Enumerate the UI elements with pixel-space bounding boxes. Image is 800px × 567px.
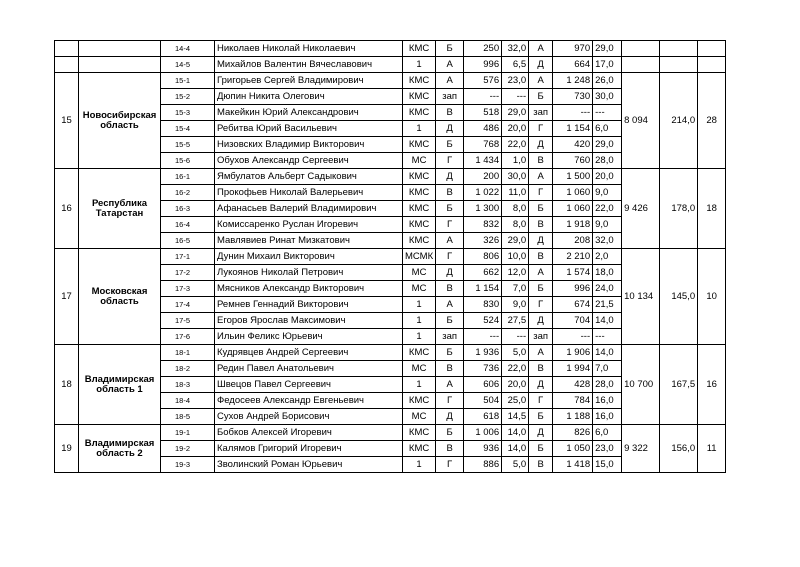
stage2-points: 15,0 bbox=[593, 457, 622, 473]
stage2-result: 1 248 bbox=[553, 73, 593, 89]
athlete-code: 18-2 bbox=[161, 361, 215, 377]
athlete-rank: КМС bbox=[403, 41, 436, 57]
athlete-code: 15-4 bbox=[161, 121, 215, 137]
athlete-rank: МС bbox=[403, 153, 436, 169]
stage1-result: 200 bbox=[464, 169, 502, 185]
stage-category: зап bbox=[436, 329, 464, 345]
team-sum-cell bbox=[622, 41, 660, 57]
stage2-category: Б bbox=[529, 89, 553, 105]
stage1-result: 1 300 bbox=[464, 201, 502, 217]
stage2-category: Г bbox=[529, 185, 553, 201]
stage1-points: 9,0 bbox=[502, 297, 529, 313]
athlete-name: Редин Павел Анатольевич bbox=[215, 361, 403, 377]
stage2-category: А bbox=[529, 73, 553, 89]
athlete-name: Афанасьев Валерий Владимирович bbox=[215, 201, 403, 217]
stage2-category: В bbox=[529, 153, 553, 169]
stage-category: Д bbox=[436, 121, 464, 137]
stage-category: А bbox=[436, 297, 464, 313]
stage1-points: 23,0 bbox=[502, 73, 529, 89]
stage1-points: 29,0 bbox=[502, 233, 529, 249]
athlete-name: Дюпин Никита Олегович bbox=[215, 89, 403, 105]
athlete-code: 18-1 bbox=[161, 345, 215, 361]
team-sum: 10 134 bbox=[622, 249, 660, 345]
athlete-rank: КМС bbox=[403, 441, 436, 457]
stage2-result: 1 050 bbox=[553, 441, 593, 457]
stage1-result: 1 022 bbox=[464, 185, 502, 201]
athlete-name: Обухов Александр Сергеевич bbox=[215, 153, 403, 169]
stage1-points: 14,5 bbox=[502, 409, 529, 425]
stage2-result: 730 bbox=[553, 89, 593, 105]
team-points-cell bbox=[660, 41, 698, 57]
athlete-code: 15-5 bbox=[161, 137, 215, 153]
stage2-result: --- bbox=[553, 329, 593, 345]
stage2-points: 14,0 bbox=[593, 313, 622, 329]
stage1-points: 1,0 bbox=[502, 153, 529, 169]
stage1-result: 1 434 bbox=[464, 153, 502, 169]
stage1-result: 1 936 bbox=[464, 345, 502, 361]
stage1-points: 8,0 bbox=[502, 217, 529, 233]
stage1-points: 29,0 bbox=[502, 105, 529, 121]
athlete-name: Федосеев Александр Евгеньевич bbox=[215, 393, 403, 409]
team-name: Владимирская область 1 bbox=[79, 345, 161, 425]
team-number: 19 bbox=[55, 425, 79, 473]
stage1-points: --- bbox=[502, 89, 529, 105]
stage1-points: 12,0 bbox=[502, 265, 529, 281]
athlete-name: Кудрявцев Андрей Сергеевич bbox=[215, 345, 403, 361]
stage1-result: 1 006 bbox=[464, 425, 502, 441]
stage2-result: 704 bbox=[553, 313, 593, 329]
table-row bbox=[55, 169, 726, 185]
athlete-name: Макейкин Юрий Александрович bbox=[215, 105, 403, 121]
athlete-code: 17-5 bbox=[161, 313, 215, 329]
athlete-code: 15-3 bbox=[161, 105, 215, 121]
athlete-code: 17-2 bbox=[161, 265, 215, 281]
stage-category: Б bbox=[436, 425, 464, 441]
stage-category: В bbox=[436, 105, 464, 121]
athlete-rank: КМС bbox=[403, 105, 436, 121]
stage-category: Г bbox=[436, 217, 464, 233]
stage-category: Д bbox=[436, 409, 464, 425]
stage2-result: 2 210 bbox=[553, 249, 593, 265]
team-number: 17 bbox=[55, 249, 79, 345]
team-place: 28 bbox=[698, 73, 726, 169]
stage2-points: --- bbox=[593, 105, 622, 121]
team-sum: 9 322 bbox=[622, 425, 660, 473]
stage2-category: Б bbox=[529, 281, 553, 297]
athlete-code: 19-2 bbox=[161, 441, 215, 457]
team-points: 145,0 bbox=[660, 249, 698, 345]
stage-category: В bbox=[436, 281, 464, 297]
athlete-name: Калямов Григорий Игоревич bbox=[215, 441, 403, 457]
stage2-points: 18,0 bbox=[593, 265, 622, 281]
athlete-name: Сухов Андрей Борисович bbox=[215, 409, 403, 425]
stage2-result: 674 bbox=[553, 297, 593, 313]
stage-category: Г bbox=[436, 249, 464, 265]
stage2-result: 826 bbox=[553, 425, 593, 441]
team-place-cell bbox=[698, 41, 726, 57]
athlete-name: Прокофьев Николай Валерьевич bbox=[215, 185, 403, 201]
stage1-result: 576 bbox=[464, 73, 502, 89]
stage2-points: 28,0 bbox=[593, 377, 622, 393]
stage2-points: 14,0 bbox=[593, 345, 622, 361]
stage1-result: 606 bbox=[464, 377, 502, 393]
stage1-points: 14,0 bbox=[502, 441, 529, 457]
athlete-code: 19-1 bbox=[161, 425, 215, 441]
stage2-category: зап bbox=[529, 105, 553, 121]
athlete-code: 15-1 bbox=[161, 73, 215, 89]
stage1-result: 250 bbox=[464, 41, 502, 57]
athlete-rank: МС bbox=[403, 409, 436, 425]
stage1-points: 20,0 bbox=[502, 121, 529, 137]
athlete-code: 17-1 bbox=[161, 249, 215, 265]
team-name: Владимирская область 2 bbox=[79, 425, 161, 473]
stage1-result: 662 bbox=[464, 265, 502, 281]
stage2-category: В bbox=[529, 249, 553, 265]
stage2-result: 1 574 bbox=[553, 265, 593, 281]
stage-category: Б bbox=[436, 41, 464, 57]
athlete-code: 15-2 bbox=[161, 89, 215, 105]
stage2-result: 1 918 bbox=[553, 217, 593, 233]
table-row bbox=[55, 41, 726, 57]
stage2-category: Д bbox=[529, 137, 553, 153]
stage2-points: 7,0 bbox=[593, 361, 622, 377]
athlete-code: 14-5 bbox=[161, 57, 215, 73]
athlete-name: Николаев Николай Николаевич bbox=[215, 41, 403, 57]
stage2-points: 6,0 bbox=[593, 425, 622, 441]
team-points-cell bbox=[660, 57, 698, 73]
athlete-code: 17-4 bbox=[161, 297, 215, 313]
stage2-result: 784 bbox=[553, 393, 593, 409]
stage1-result: 1 154 bbox=[464, 281, 502, 297]
stage1-result: 830 bbox=[464, 297, 502, 313]
stage1-points: 25,0 bbox=[502, 393, 529, 409]
athlete-name: Бобков Алексей Игоревич bbox=[215, 425, 403, 441]
stage1-points: 5,0 bbox=[502, 457, 529, 473]
stage2-category: Б bbox=[529, 441, 553, 457]
athlete-rank: КМС bbox=[403, 425, 436, 441]
stage-category: В bbox=[436, 361, 464, 377]
athlete-code: 18-4 bbox=[161, 393, 215, 409]
stage2-points: --- bbox=[593, 329, 622, 345]
stage2-category: А bbox=[529, 41, 553, 57]
stage1-result: 886 bbox=[464, 457, 502, 473]
athlete-name: Ребитва Юрий Васильевич bbox=[215, 121, 403, 137]
stage1-points: 8,0 bbox=[502, 201, 529, 217]
stage1-result: 504 bbox=[464, 393, 502, 409]
stage2-points: 26,0 bbox=[593, 73, 622, 89]
stage2-result: 1 154 bbox=[553, 121, 593, 137]
stage2-category: Б bbox=[529, 201, 553, 217]
stage1-result: 736 bbox=[464, 361, 502, 377]
team-place: 18 bbox=[698, 169, 726, 249]
stage-category: Д bbox=[436, 169, 464, 185]
stage1-points: 6,5 bbox=[502, 57, 529, 73]
athlete-rank: КМС bbox=[403, 169, 436, 185]
stage1-points: 32,0 bbox=[502, 41, 529, 57]
athlete-name: Комиссаренко Руслан Игоревич bbox=[215, 217, 403, 233]
stage2-category: Д bbox=[529, 313, 553, 329]
stage-category: Б bbox=[436, 313, 464, 329]
stage2-result: 664 bbox=[553, 57, 593, 73]
stage-category: Д bbox=[436, 265, 464, 281]
stage2-result: 428 bbox=[553, 377, 593, 393]
team-name-cell bbox=[79, 57, 161, 73]
stage2-category: Г bbox=[529, 393, 553, 409]
athlete-rank: 1 bbox=[403, 457, 436, 473]
athlete-name: Дунин Михаил Викторович bbox=[215, 249, 403, 265]
stage2-category: В bbox=[529, 361, 553, 377]
stage1-result: 618 bbox=[464, 409, 502, 425]
athlete-name: Михайлов Валентин Вячеславович bbox=[215, 57, 403, 73]
stage1-result: 768 bbox=[464, 137, 502, 153]
stage2-result: 1 500 bbox=[553, 169, 593, 185]
stage-category: А bbox=[436, 377, 464, 393]
stage-category: Г bbox=[436, 153, 464, 169]
team-place: 10 bbox=[698, 249, 726, 345]
stage1-result: --- bbox=[464, 89, 502, 105]
stage1-points: 7,0 bbox=[502, 281, 529, 297]
stage1-points: 30,0 bbox=[502, 169, 529, 185]
athlete-name: Швецов Павел Сергеевич bbox=[215, 377, 403, 393]
athlete-rank: КМС bbox=[403, 201, 436, 217]
athlete-rank: КМС bbox=[403, 217, 436, 233]
team-name: Республика Татарстан bbox=[79, 169, 161, 249]
athlete-name: Мавлявиев Ринат Мизкатович bbox=[215, 233, 403, 249]
team-number: 15 bbox=[55, 73, 79, 169]
stage2-points: 23,0 bbox=[593, 441, 622, 457]
athlete-name: Ремнев Геннадий Викторович bbox=[215, 297, 403, 313]
stage2-points: 32,0 bbox=[593, 233, 622, 249]
athlete-code: 16-5 bbox=[161, 233, 215, 249]
stage2-category: А bbox=[529, 169, 553, 185]
stage1-result: 936 bbox=[464, 441, 502, 457]
athlete-rank: 1 bbox=[403, 121, 436, 137]
athlete-rank: КМС bbox=[403, 137, 436, 153]
athlete-code: 18-5 bbox=[161, 409, 215, 425]
stage-category: А bbox=[436, 57, 464, 73]
team-sum: 9 426 bbox=[622, 169, 660, 249]
stage2-category: зап bbox=[529, 329, 553, 345]
stage1-result: 326 bbox=[464, 233, 502, 249]
stage2-result: 208 bbox=[553, 233, 593, 249]
stage1-result: --- bbox=[464, 329, 502, 345]
stage2-points: 21,5 bbox=[593, 297, 622, 313]
team-place-cell bbox=[698, 57, 726, 73]
athlete-code: 16-2 bbox=[161, 185, 215, 201]
stage2-result: 1 060 bbox=[553, 185, 593, 201]
stage2-points: 2,0 bbox=[593, 249, 622, 265]
results-table bbox=[54, 40, 726, 473]
stage1-result: 518 bbox=[464, 105, 502, 121]
stage2-result: 760 bbox=[553, 153, 593, 169]
stage2-points: 17,0 bbox=[593, 57, 622, 73]
team-number: 16 bbox=[55, 169, 79, 249]
stage2-result: 1 418 bbox=[553, 457, 593, 473]
team-points: 156,0 bbox=[660, 425, 698, 473]
athlete-rank: КМС bbox=[403, 89, 436, 105]
athlete-rank: КМС bbox=[403, 233, 436, 249]
athlete-code: 16-1 bbox=[161, 169, 215, 185]
team-points: 178,0 bbox=[660, 169, 698, 249]
athlete-name: Зволинский Роман Юрьевич bbox=[215, 457, 403, 473]
stage2-result: 1 906 bbox=[553, 345, 593, 361]
stage2-result: 1 188 bbox=[553, 409, 593, 425]
stage2-result: --- bbox=[553, 105, 593, 121]
stage1-points: --- bbox=[502, 329, 529, 345]
athlete-code: 18-3 bbox=[161, 377, 215, 393]
athlete-rank: КМС bbox=[403, 185, 436, 201]
stage2-points: 28,0 bbox=[593, 153, 622, 169]
stage1-points: 14,0 bbox=[502, 425, 529, 441]
stage2-points: 30,0 bbox=[593, 89, 622, 105]
team-place: 16 bbox=[698, 345, 726, 425]
stage2-points: 9,0 bbox=[593, 185, 622, 201]
athlete-code: 16-3 bbox=[161, 201, 215, 217]
stage2-points: 16,0 bbox=[593, 409, 622, 425]
stage1-result: 832 bbox=[464, 217, 502, 233]
table-row bbox=[55, 425, 726, 441]
athlete-name: Григорьев Сергей Владимирович bbox=[215, 73, 403, 89]
stage-category: Б bbox=[436, 345, 464, 361]
stage2-category: Б bbox=[529, 409, 553, 425]
team-place: 11 bbox=[698, 425, 726, 473]
stage2-points: 22,0 bbox=[593, 201, 622, 217]
stage2-category: Д bbox=[529, 377, 553, 393]
team-number: 18 bbox=[55, 345, 79, 425]
athlete-rank: КМС bbox=[403, 345, 436, 361]
stage2-points: 20,0 bbox=[593, 169, 622, 185]
team-name: Московская область bbox=[79, 249, 161, 345]
athlete-code: 17-6 bbox=[161, 329, 215, 345]
athlete-name: Лукоянов Николай Петрович bbox=[215, 265, 403, 281]
athlete-rank: 1 bbox=[403, 313, 436, 329]
team-number-cell bbox=[55, 57, 79, 73]
stage2-result: 1 994 bbox=[553, 361, 593, 377]
athlete-name: Ильин Феликс Юрьевич bbox=[215, 329, 403, 345]
stage-category: Г bbox=[436, 457, 464, 473]
stage1-points: 22,0 bbox=[502, 361, 529, 377]
stage2-points: 29,0 bbox=[593, 137, 622, 153]
athlete-rank: МСМК bbox=[403, 249, 436, 265]
athlete-code: 19-3 bbox=[161, 457, 215, 473]
stage-category: А bbox=[436, 73, 464, 89]
athlete-rank: 1 bbox=[403, 377, 436, 393]
stage2-points: 24,0 bbox=[593, 281, 622, 297]
athlete-name: Низовских Владимир Викторович bbox=[215, 137, 403, 153]
stage2-category: Д bbox=[529, 57, 553, 73]
stage2-category: Д bbox=[529, 233, 553, 249]
athlete-code: 17-3 bbox=[161, 281, 215, 297]
athlete-name: Ямбулатов Альберт Садыкович bbox=[215, 169, 403, 185]
athlete-name: Егоров Ярослав Максимович bbox=[215, 313, 403, 329]
stage2-points: 29,0 bbox=[593, 41, 622, 57]
table-row bbox=[55, 73, 726, 89]
stage2-result: 1 060 bbox=[553, 201, 593, 217]
stage2-result: 970 bbox=[553, 41, 593, 57]
athlete-code: 14-4 bbox=[161, 41, 215, 57]
team-points: 167,5 bbox=[660, 345, 698, 425]
athlete-rank: МС bbox=[403, 361, 436, 377]
stage1-points: 10,0 bbox=[502, 249, 529, 265]
athlete-code: 16-4 bbox=[161, 217, 215, 233]
table-row bbox=[55, 57, 726, 73]
stage1-result: 524 bbox=[464, 313, 502, 329]
stage1-points: 5,0 bbox=[502, 345, 529, 361]
team-points: 214,0 bbox=[660, 73, 698, 169]
athlete-rank: КМС bbox=[403, 393, 436, 409]
stage2-category: В bbox=[529, 457, 553, 473]
stage-category: Г bbox=[436, 393, 464, 409]
athlete-rank: 1 bbox=[403, 297, 436, 313]
stage-category: Б bbox=[436, 137, 464, 153]
athlete-code: 15-6 bbox=[161, 153, 215, 169]
stage2-category: А bbox=[529, 345, 553, 361]
stage-category: Б bbox=[436, 201, 464, 217]
team-sum: 10 700 bbox=[622, 345, 660, 425]
team-name: Новосибирская область bbox=[79, 73, 161, 169]
team-sum-cell bbox=[622, 57, 660, 73]
team-sum: 8 094 bbox=[622, 73, 660, 169]
stage1-result: 996 bbox=[464, 57, 502, 73]
table-row bbox=[55, 345, 726, 361]
stage2-points: 6,0 bbox=[593, 121, 622, 137]
stage2-result: 996 bbox=[553, 281, 593, 297]
stage-category: В bbox=[436, 441, 464, 457]
stage-category: зап bbox=[436, 89, 464, 105]
stage-category: А bbox=[436, 233, 464, 249]
stage1-points: 27,5 bbox=[502, 313, 529, 329]
stage2-category: А bbox=[529, 265, 553, 281]
stage1-points: 20,0 bbox=[502, 377, 529, 393]
stage1-points: 11,0 bbox=[502, 185, 529, 201]
stage1-points: 22,0 bbox=[502, 137, 529, 153]
athlete-rank: МС bbox=[403, 281, 436, 297]
stage1-result: 806 bbox=[464, 249, 502, 265]
athlete-rank: КМС bbox=[403, 73, 436, 89]
athlete-name: Мясников Александр Викторович bbox=[215, 281, 403, 297]
stage-category: В bbox=[436, 185, 464, 201]
stage2-category: Г bbox=[529, 297, 553, 313]
stage2-result: 420 bbox=[553, 137, 593, 153]
team-number-cell bbox=[55, 41, 79, 57]
stage2-points: 9,0 bbox=[593, 217, 622, 233]
stage2-category: Г bbox=[529, 121, 553, 137]
athlete-rank: МС bbox=[403, 265, 436, 281]
team-name-cell bbox=[79, 41, 161, 57]
athlete-rank: 1 bbox=[403, 329, 436, 345]
table-row bbox=[55, 249, 726, 265]
athlete-rank: 1 bbox=[403, 57, 436, 73]
stage2-category: В bbox=[529, 217, 553, 233]
stage1-result: 486 bbox=[464, 121, 502, 137]
stage2-points: 16,0 bbox=[593, 393, 622, 409]
stage2-category: Д bbox=[529, 425, 553, 441]
